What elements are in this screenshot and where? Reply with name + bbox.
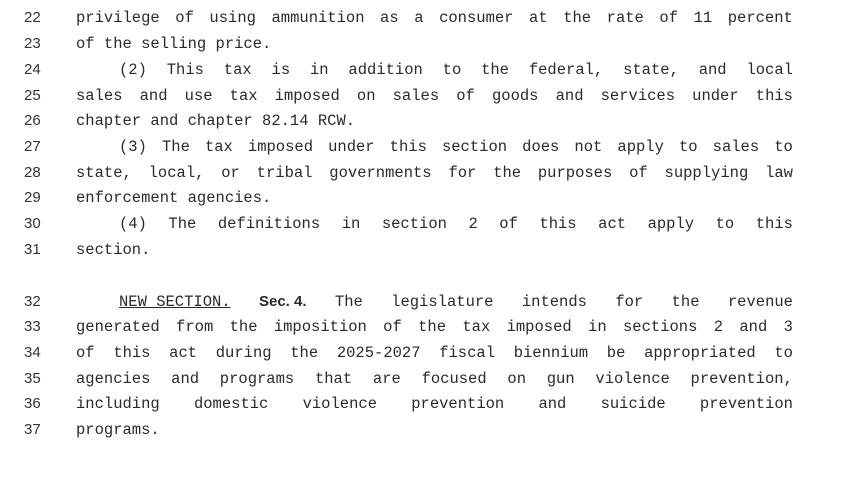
word: imposed [274,87,340,105]
word: in [341,215,361,233]
word: generated [76,318,160,336]
word: not [574,138,603,156]
line-number: 27 [24,138,41,155]
word: This [166,61,204,79]
word: fiscal [439,344,496,362]
word: under [328,138,375,156]
word: The [168,215,197,233]
document-line [0,108,848,134]
word: and [698,61,727,79]
line-number: 29 [24,189,41,206]
word: of [456,87,475,105]
word: 3 [783,318,793,336]
word: local, [148,164,205,182]
word: governments [329,164,432,182]
line-text [119,289,793,315]
word: percent [727,9,793,27]
word: consumer [439,9,514,27]
word: to [678,138,698,156]
document-line [0,83,848,109]
word: biennium [513,344,589,362]
word: goods [491,87,539,105]
word: prevention, [690,370,793,388]
line-number: 28 [24,164,41,181]
line-text [119,57,793,83]
line-text: enforcement agencies. [76,189,272,207]
word: be [606,344,626,362]
new-section-line [0,289,848,315]
word: the [563,9,592,27]
line-number: 25 [24,87,41,104]
word: at [529,9,548,27]
document-line [0,237,848,263]
word: are [372,370,401,388]
word: gun [546,370,575,388]
new-section-label: NEW SECTION. [119,293,231,311]
word: to [442,61,462,79]
document-line [0,417,848,443]
word: appropriated [644,344,756,362]
word: of [383,318,402,336]
document-line [0,185,848,211]
word: focused [421,370,487,388]
word: section [441,138,508,156]
word: 11 [693,9,713,27]
word: including [76,395,160,413]
word: tax [229,87,258,105]
word: the [493,164,522,182]
line-text [76,366,793,392]
line-text [76,391,793,417]
word: prevention [411,395,505,413]
word: as [380,9,399,27]
word: state, [76,164,132,182]
word: tribal [256,164,313,182]
document-line [0,160,848,186]
word: under [692,87,739,105]
word: imposition [273,318,367,336]
word: state, [623,61,679,79]
word: on [356,87,376,105]
word: that [314,370,353,388]
line-number: 33 [24,318,41,335]
word: programs [219,370,295,388]
line-text [76,340,793,366]
word: using [209,9,256,27]
word: services [600,87,676,105]
word: the [290,344,319,362]
document-line [0,314,848,340]
word: and [538,395,567,413]
word: (3) [119,138,147,156]
word: to [774,344,793,362]
line-number: 26 [24,112,41,129]
word: intends [521,293,587,311]
line-number: 30 [24,215,41,232]
line-text: of the selling price. [76,35,272,53]
word: sales [76,87,123,105]
line-number: 37 [24,421,41,438]
word: of [76,344,95,362]
word: the [229,318,258,336]
word: ammunition [271,9,365,27]
word: of [499,215,518,233]
line-text [76,83,793,109]
word: imposed [247,138,314,156]
word: to [715,215,735,233]
document-line [0,211,848,237]
word: revenue [727,293,793,311]
word: the [481,61,509,79]
word: act [169,344,198,362]
word: 2025-2027 [336,344,421,362]
word: this [539,215,577,233]
word: act [598,215,627,233]
section-number: Sec. 4. [258,293,307,310]
word: agencies [76,370,151,388]
word: federal, [528,61,604,79]
word: of [175,9,194,27]
word: sales [712,138,760,156]
word: addition [348,61,423,79]
word: privilege [76,9,160,27]
word: apply [647,215,695,233]
line-number: 34 [24,344,41,361]
word: and [171,370,200,388]
word: violence [302,395,377,413]
word: prevention [699,395,793,413]
word: tax [223,61,252,79]
line-text [119,211,793,237]
line-text: section. [76,241,151,259]
word: to [774,138,793,156]
line-text [76,314,793,340]
line-number: 23 [24,35,41,52]
line-text [76,5,793,31]
word: law [765,164,793,182]
word: from [176,318,214,336]
line-number: 31 [24,241,41,258]
line-number: 36 [24,395,41,412]
word: in [309,61,329,79]
word: imposed [506,318,572,336]
word: apply [617,138,664,156]
word: of [629,164,648,182]
word: legislature [391,293,494,311]
word: does [522,138,560,156]
word: for [448,164,477,182]
document-line [0,391,848,417]
word: use [184,87,213,105]
line-number: 22 [24,9,41,26]
word: domestic [193,395,269,413]
word: and [139,87,168,105]
word: a [414,9,424,27]
word: during [215,344,272,362]
word: suicide [600,395,666,413]
line-number: 35 [24,370,41,387]
word: 2 [713,318,724,336]
document-line [0,134,848,160]
word: of [659,9,679,27]
word: or [221,164,240,182]
word: this [755,215,793,233]
word: the [671,293,700,311]
word: in [588,318,607,336]
word: this [113,344,151,362]
word: sections [622,318,698,336]
word: on [507,370,527,388]
word: The [334,293,363,311]
word: and [555,87,584,105]
document-line [0,340,848,366]
line-text [76,160,793,186]
line-number: 24 [24,61,41,78]
line-text: chapter and chapter 82.14 RCW. [76,112,356,130]
word: sales [392,87,440,105]
word: local [746,61,793,79]
word: definitions [217,215,321,233]
word: section [381,215,447,233]
word: tax [462,318,491,336]
word: is [271,61,291,79]
word: tax [204,138,233,156]
line-text [119,134,793,160]
word: (2) [119,61,147,79]
word: this [755,87,793,105]
line-number: 32 [24,293,41,310]
word: violence [595,370,670,388]
word: for [615,293,644,311]
document-line [0,31,848,57]
word: purposes [537,164,613,182]
word: this [389,138,427,156]
document-line [0,57,848,83]
line-text: programs. [76,421,160,439]
document-line [0,5,848,31]
word: rate [606,9,644,27]
word: supplying [664,164,749,182]
document-line [0,366,848,392]
word: and [739,318,768,336]
word: (4) [119,215,147,233]
word: 2 [468,215,478,233]
word: The [161,138,190,156]
word: the [418,318,447,336]
